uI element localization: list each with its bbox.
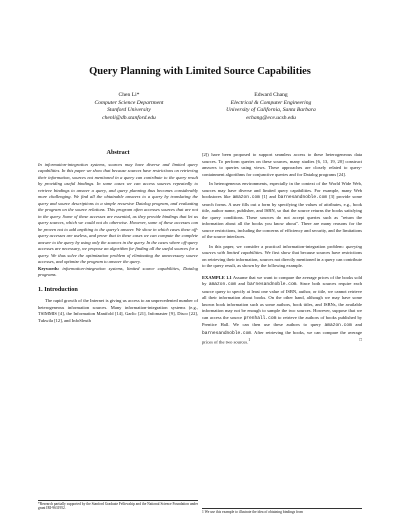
right-column <box>202 152 362 346</box>
paragraph-3: In this paper, we consider a practical information-integration problem: querying sources with limited capabilities. We first show that because sources have restrictions on retrieving their information, sources not directly mentioned in a query can contribute to the query result, as shown by the following example. <box>202 243 362 268</box>
author-email: chenli@db.stanford.edu <box>102 114 156 121</box>
abstract-heading: Abstract <box>106 149 130 156</box>
paragraph-1: [2]) have been proposed to support seamless access to these heterogeneous data sources. To perform queries on these sources, many studies [6, 13, 19, 20] construct answers to queries using views. These approaches are closely related to query-containment algorithms for conjunctive queries and for Datalog programs [24]. <box>202 152 362 177</box>
qed-symbol: □ <box>359 337 362 342</box>
paper-title: Query Planning with Limited Source Capabilities <box>89 66 311 77</box>
abstract-text: In information-integration systems, sources may have diverse and limited query capabilities. In this paper we show that because sources have restrictions on retrieving their information, sources not mentioned in a query can contribute to the query result by providing useful bindings. In some cases we can access sources repeatedly to retrieve bindings to answer a query, and query planning thus becomes considerably more challenging. We find all the obtainable answers to a query by translating the query and source descriptions to a simple recursive Datalog program, and evaluating the program on the source relations. This program often accesses sources that are not in the query. Some of these accesses are essential, as they provide bindings that let us query sources, which we could not do otherwise. However, some of these accesses can be proven not to add anything to the query's answer. We show in which cases these off-query accesses are useless, and prove that in these cases we can compute the complete answer to the query by using only the sources in the query. In the cases where off-query accesses are necessary, we propose an algorithm for finding all the useful sources for a query. We thus solve the optimization problem of eliminating the unnecessary source accesses, and optimize the program to answer the query. <box>38 161 198 264</box>
author-affiliation: Computer Science Department <box>94 99 164 106</box>
url-amazon: amazon.com <box>232 195 260 200</box>
footnote-right: 1 We use this example to illustrate the idea of obtaining bindings from <box>202 508 362 514</box>
footnote-left: *Research partially supported by the Stanford Graduate Fellowship and the National Science Foundation under grant IRI-9631952. <box>38 502 198 511</box>
keywords-text: information-integration systems, limited source capabilities, Datalog programs. <box>38 265 198 277</box>
author-block-2 <box>186 92 356 122</box>
section-heading-introduction: 1. Introduction <box>38 285 78 293</box>
keywords-label: Keywords: <box>38 265 60 271</box>
author-email: echang@ece.ucsb.edu <box>246 114 296 121</box>
introduction-text: The rapid growth of the Internet is giving us access to an unprecedented number of heterogeneous information sources. Many information-integration systems (e.g., TSIMMIS [4], the Information Manifold [14], Garlic [21], Infomaster [9], Disco [22], Tukwila [12], and InfoSleuth <box>38 298 198 323</box>
footnote-marker: 1 <box>248 338 251 342</box>
example-label: EXAMPLE 1.1 <box>202 274 232 280</box>
author-institution: University of California, Santa Barbara <box>226 107 316 114</box>
author-name: Chen Li* <box>118 92 140 98</box>
keywords <box>38 266 198 279</box>
author-affiliation: Electrical & Computer Engineering <box>230 99 312 106</box>
example-1-1: EXAMPLE 1.1 Assume that we want to compare the average prices of the books sold by amazon.com and barnesandnoble.com. Since both sources require each source query to specify at least one value of ISBN, author, or title, we cannot retrieve all their information about books. On the other hand, although we may have some known book information such as some authors, book titles, and ISBNs, the available information may not be enough to sample the two sources. However, suppose that we can access the source prenhall.com to retrieve the authors of books published by Prentice Hall. We can then use these authors to query amazon.com and barnesandnoble.com. After retrieving the books, we can compare the average prices of the two sources.$^1$ □ <box>202 274 363 345</box>
paragraph-2: In heterogeneous environments, especially in the context of the World Wide Web, sources may have diverse and limited query capabilities. For example, many Web bookstores like amazon.com [1] and barnesandnoble.com [3] provide some search forms. A user fills out a form by specifying the values of attributes, e.g., book title, author name, publisher, and ISBN, so that the source returns the books satisfying the query conditions. These sources do not accept queries such as "return the information about all the books you know about". There are many reasons for the source restrictions, including the concerns of efficiency and security, and the limitations of the source interfaces. <box>202 181 362 239</box>
url-barnesandnoble: barnesandnoble.com <box>277 195 328 200</box>
author-name: Edward Chang <box>254 92 288 98</box>
author-institution: Stanford University <box>107 107 151 114</box>
left-column <box>38 150 198 324</box>
emphasis: querying sources with limited capabilities <box>202 243 362 255</box>
